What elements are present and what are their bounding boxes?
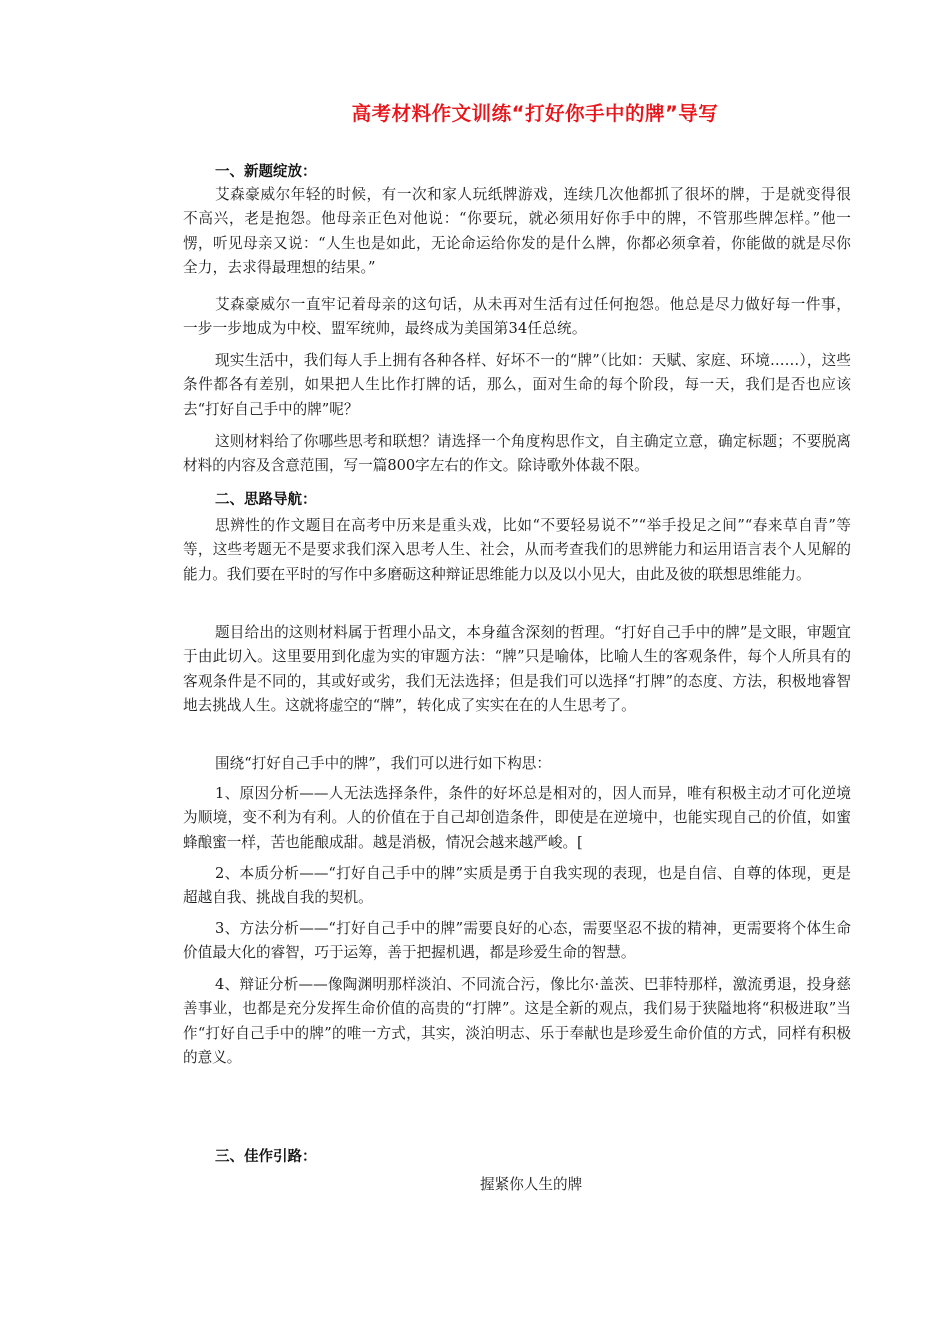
- paragraph: 围绕“打好自己手中的牌”，我们可以进行如下构思：: [215, 755, 551, 772]
- section-heading-new-topic: 一、新题绽放：: [215, 164, 317, 180]
- paragraph: 3、方法分析——“打好自己手中的牌”需要良好的心态，需要坚忍不拔的精神，更需要将个体生命价值最大化的睿智，巧于运筹，善于把握机遇，都是珍爱生命的智慧。: [183, 920, 851, 962]
- paragraph: 艾森豪威尔年轻的时候，有一次和家人玩纸牌游戏，连续几次他都抓了很坏的牌，于是就变得很不高兴，老是抱怨。他母亲正色对他说：“你要玩，就必须用好你手中的牌，不管那些牌怎样。”他一愣，听见母亲又说：“人生也是如此，无论命运给你发的是什么牌，你都必须拿着，你能做的就是尽你全力，去求得最理想的结果。”: [183, 186, 851, 276]
- paragraph: 题目给出的这则材料属于哲理小品文，本身蕴含深刻的哲理。“打好自己手中的牌”是文眼，审题宜于由此切入。这里要用到化虚为实的审题方法：“牌”只是喻体，比喻人生的客观条件，每个人所具有的客观条件是不同的，其或好或劣，我们无法选择；但是我们可以选择“打牌”的态度、方法，积极地睿智地去挑战人生。这就将虚空的“牌”，转化成了实实在在的人生思考了。: [183, 624, 851, 714]
- paragraph: 艾森豪威尔一直牢记着母亲的这句话，从未再对生活有过任何抱怨。他总是尽力做好每一件事，一步一步地成为中校、盟军统帅，最终成为美国第34任总统。: [183, 296, 851, 338]
- paragraph: 这则材料给了你哪些思考和联想？请选择一个角度构思作文，自主确定立意，确定标题；不要脱离材料的内容及含意范围，写一篇800字左右的作文。除诗歌外体裁不限。: [183, 433, 851, 475]
- paragraph: 现实生活中，我们每人手上拥有各种各样、好坏不一的“牌”（比如：天赋、家庭、环境……），这些条件都各有差别，如果把人生比作打牌的话，那么，面对生命的每个阶段，每一天，我们是否也应该去“打好自己手中的牌”呢？: [183, 352, 851, 418]
- section-heading-guidance: 二、思路导航：: [215, 492, 317, 508]
- paragraph: 2、本质分析——“打好自己手中的牌”实质是勇于自我实现的表现，也是自信、自尊的体现，更是超越自我、挑战自我的契机。: [183, 865, 851, 907]
- document-title: 高考材料作文训练“打好你手中的牌”导写: [351, 102, 719, 125]
- essay-title: 握紧你人生的牌: [480, 1176, 583, 1193]
- paragraph: 4、辩证分析——像陶渊明那样淡泊、不同流合污，像比尔·盖茨、巴菲特那样，激流勇退，投身慈善事业，也都是充分发挥生命价值的高贵的“打牌”。这是全新的观点，我们易于狭隘地将“积极进取”当作“打好自己手中的牌”的唯一方式，其实，淡泊明志、乐于奉献也是珍爱生命价值的方式，同样有积极的意义。: [183, 976, 851, 1066]
- paragraph: 思辨性的作文题目在高考中历来是重头戏，比如“不要轻易说不”“举手投足之间”“春来草自青”等等，这些考题无不是要求我们深入思考人生、社会，从而考查我们的思辨能力和运用语言表个人见解的能力。我们要在平时的写作中多磨砺这种辩证思维能力以及以小见大，由此及彼的联想思维能力。: [183, 517, 851, 583]
- paragraph: 1、原因分析——人无法选择条件，条件的好坏总是相对的，因人而异，唯有积极主动才可化逆境为顺境，变不利为有利。人的价值在于自己却创造条件，即使是在逆境中，也能实现自己的价值，如蜜蜂酿蜜一样，苦也能酿成甜。越是消极，情况会越来越严峻。[: [183, 785, 851, 851]
- section-heading-sample-essay: 三、佳作引路：: [215, 1149, 317, 1165]
